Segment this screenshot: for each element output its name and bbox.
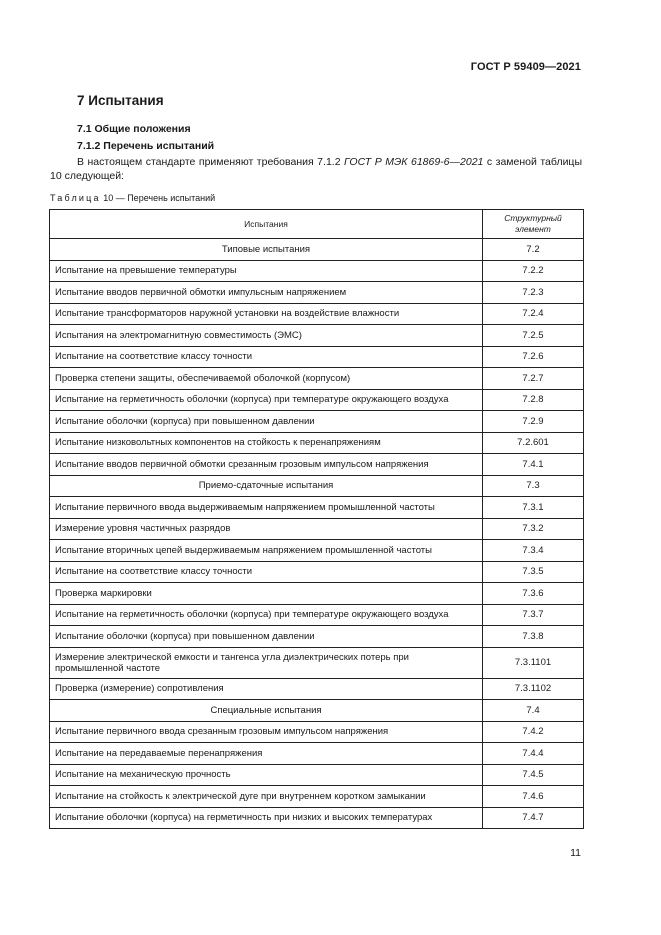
test-name-cell: Испытание на превышение температуры xyxy=(50,260,483,282)
test-name-cell: Измерение уровня частичных разрядов xyxy=(50,518,483,540)
subsection-heading-general: 7.1 Общие положения xyxy=(77,123,191,135)
test-name-cell: Испытание вторичных цепей выдерживаемым напряжением промышленной частоты xyxy=(50,540,483,562)
table-row xyxy=(50,518,584,540)
tests-table xyxy=(49,209,584,829)
structural-element-cell: 7.3.1101 xyxy=(483,647,584,678)
table-header-row xyxy=(50,210,584,239)
structural-element-cell: 7.2.5 xyxy=(483,325,584,347)
structural-element-cell: 7.2.8 xyxy=(483,389,584,411)
test-name-cell: Испытание на герметичность оболочки (корпуса) при температуре окружающего воздуха xyxy=(50,604,483,626)
table-group-row xyxy=(50,475,584,497)
table-row xyxy=(50,282,584,304)
intro-paragraph xyxy=(50,155,582,183)
structural-element-cell: 7.4.5 xyxy=(483,764,584,786)
table-row xyxy=(50,807,584,829)
table-row xyxy=(50,604,584,626)
test-name-cell: Приемо-сдаточные испытания xyxy=(50,475,483,497)
document-code: ГОСТ Р 59409—2021 xyxy=(470,61,581,73)
test-name-cell: Измерение электрической емкости и тангенса угла диэлектрических потерь при промышленной частоте xyxy=(50,647,483,678)
structural-element-cell: 7.3.1 xyxy=(483,497,584,519)
subsection-heading-test-list: 7.1.2 Перечень испытаний xyxy=(77,140,215,152)
test-name-cell: Испытание вводов первичной обмотки импульсным напряжением xyxy=(50,282,483,304)
standard-reference: ГОСТ Р МЭК 61869-6—2021 xyxy=(344,156,484,168)
test-name-cell: Испытание первичного ввода срезанным грозовым импульсом напряжения xyxy=(50,721,483,743)
test-name-cell: Испытания на электромагнитную совместимость (ЭМС) xyxy=(50,325,483,347)
structural-element-cell: 7.2.6 xyxy=(483,346,584,368)
structural-element-cell: 7.3.1102 xyxy=(483,678,584,700)
structural-element-cell: 7.2.4 xyxy=(483,303,584,325)
table-row xyxy=(50,583,584,605)
test-name-cell: Типовые испытания xyxy=(50,239,483,261)
table-row xyxy=(50,721,584,743)
structural-element-cell: 7.3.8 xyxy=(483,626,584,648)
structural-element-cell: 7.3 xyxy=(483,475,584,497)
table-row xyxy=(50,540,584,562)
table-row xyxy=(50,454,584,476)
table-row xyxy=(50,346,584,368)
structural-element-cell: 7.4.2 xyxy=(483,721,584,743)
structural-element-cell: 7.2.7 xyxy=(483,368,584,390)
structural-element-cell: 7.3.2 xyxy=(483,518,584,540)
test-name-cell: Испытание вводов первичной обмотки срезанным грозовым импульсом напряжения xyxy=(50,454,483,476)
test-name-cell: Испытание трансформаторов наружной установки на воздействие влажности xyxy=(50,303,483,325)
test-name-cell: Испытание на соответствие классу точности xyxy=(50,561,483,583)
table-row xyxy=(50,368,584,390)
test-name-cell: Испытание на соответствие классу точности xyxy=(50,346,483,368)
structural-element-cell: 7.4.6 xyxy=(483,786,584,808)
test-name-cell: Испытание оболочки (корпуса) при повышенном давлении xyxy=(50,411,483,433)
table-row xyxy=(50,764,584,786)
structural-element-cell: 7.3.7 xyxy=(483,604,584,626)
table-row xyxy=(50,325,584,347)
table-caption-label: Таблица xyxy=(50,193,101,203)
test-name-cell: Специальные испытания xyxy=(50,700,483,722)
structural-element-cell: 7.3.6 xyxy=(483,583,584,605)
table-row xyxy=(50,303,584,325)
table-group-row xyxy=(50,700,584,722)
table-row xyxy=(50,626,584,648)
test-name-cell: Испытание на передаваемые перенапряжения xyxy=(50,743,483,765)
structural-element-cell: 7.3.4 xyxy=(483,540,584,562)
intro-text-start: В настоящем стандарте применяют требования 7.1.2 xyxy=(77,156,345,168)
table-group-row xyxy=(50,239,584,261)
test-name-cell: Испытание низковольтных компонентов на стойкость к перенапряжениям xyxy=(50,432,483,454)
test-name-cell: Проверка маркировки xyxy=(50,583,483,605)
structural-element-cell: 7.4.4 xyxy=(483,743,584,765)
header-structural-element: Структурный элемент xyxy=(483,210,584,239)
test-name-cell: Проверка (измерение) сопротивления xyxy=(50,678,483,700)
table-row xyxy=(50,561,584,583)
test-name-cell: Испытание оболочки (корпуса) при повышенном давлении xyxy=(50,626,483,648)
table-row xyxy=(50,389,584,411)
page-number: 11 xyxy=(570,847,581,859)
intro-text-end: с заменой таблицы 10 следующей: xyxy=(50,156,582,182)
table-caption xyxy=(50,193,215,203)
structural-element-cell: 7.3.5 xyxy=(483,561,584,583)
table-row xyxy=(50,743,584,765)
structural-element-cell: 7.4.1 xyxy=(483,454,584,476)
table-row xyxy=(50,497,584,519)
table-row xyxy=(50,786,584,808)
structural-element-cell: 7.2 xyxy=(483,239,584,261)
structural-element-cell: 7.2.9 xyxy=(483,411,584,433)
structural-element-cell: 7.4.7 xyxy=(483,807,584,829)
table-row xyxy=(50,647,584,678)
header-tests: Испытания xyxy=(50,210,483,239)
table-row xyxy=(50,260,584,282)
structural-element-cell: 7.2.3 xyxy=(483,282,584,304)
test-name-cell: Испытание на механическую прочность xyxy=(50,764,483,786)
structural-element-cell: 7.4 xyxy=(483,700,584,722)
structural-element-cell: 7.2.2 xyxy=(483,260,584,282)
test-name-cell: Испытание на герметичность оболочки (корпуса) при температуре окружающего воздуха xyxy=(50,389,483,411)
structural-element-cell: 7.2.601 xyxy=(483,432,584,454)
test-name-cell: Испытание оболочки (корпуса) на герметичность при низких и высоких температурах xyxy=(50,807,483,829)
table-caption-text: 10 — Перечень испытаний xyxy=(100,193,216,203)
test-name-cell: Проверка степени защиты, обеспечиваемой оболочкой (корпусом) xyxy=(50,368,483,390)
test-name-cell: Испытание на стойкость к электрической дуге при внутреннем коротком замыкании xyxy=(50,786,483,808)
section-title: 7 Испытания xyxy=(77,93,164,108)
table-row xyxy=(50,432,584,454)
test-name-cell: Испытание первичного ввода выдерживаемым напряжением промышленной частоты xyxy=(50,497,483,519)
table-row xyxy=(50,678,584,700)
table-row xyxy=(50,411,584,433)
